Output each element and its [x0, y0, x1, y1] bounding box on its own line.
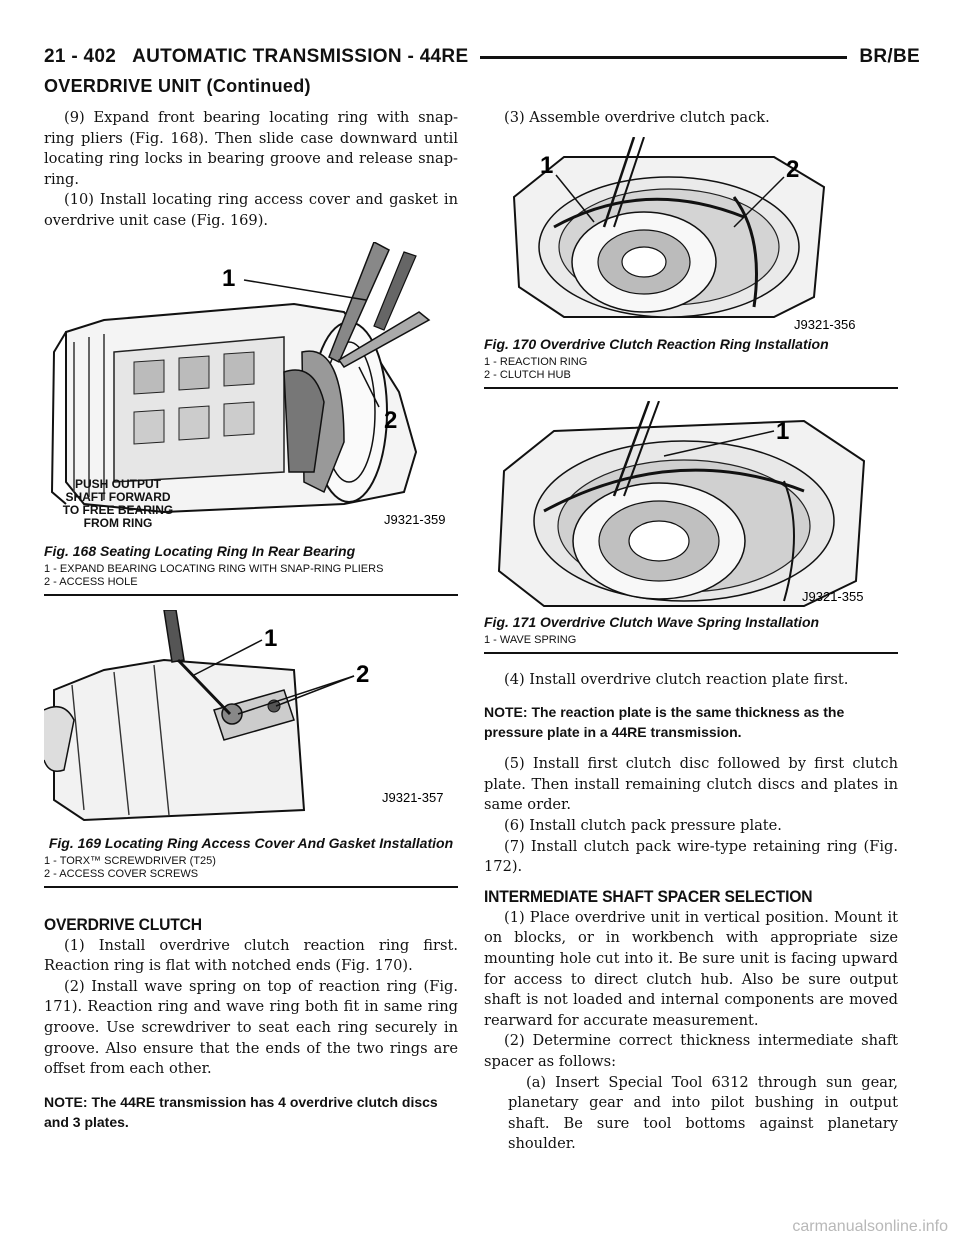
- figure-171: [484, 401, 898, 654]
- section-title: AUTOMATIC TRANSMISSION - 44RE: [132, 46, 469, 67]
- fig-170-callout-1: 1: [540, 151, 554, 179]
- clutch-step-4: (4) Install overdrive clutch reaction plate first.: [504, 670, 849, 688]
- section-continued: OVERDRIVE UNIT (Continued): [44, 76, 311, 96]
- fig-169-illustration: [44, 610, 458, 832]
- note-clutch-discs: NOTE: The 44RE transmission has 4 overdrive clutch discs and 3 plates.: [44, 1093, 438, 1130]
- figure-169: [44, 610, 458, 888]
- fig-170-legend: 1 - REACTION RING 2 - CLUTCH HUB: [484, 355, 588, 381]
- heading-intermediate-shaft: INTERMEDIATE SHAFT SPACER SELECTION: [484, 886, 813, 906]
- model-code: BR/BE: [859, 46, 920, 67]
- fig-168-rule: [44, 594, 458, 596]
- fig-169-caption: Fig. 169 Locating Ring Access Cover And Gasket Installation: [48, 834, 454, 851]
- spacer-step-2: (2) Determine correct thickness intermediate shaft spacer as follows:: [484, 1032, 898, 1070]
- page-header: [44, 42, 920, 72]
- fig-171-callout-1: 1: [776, 417, 790, 445]
- fig-168-callout-2: 2: [384, 406, 398, 434]
- fig-168-callout-1: 1: [222, 264, 236, 292]
- step-9: (9) Expand front bearing locating ring with snap-ring pliers (Fig. 168). Then slide case downward until locating ring locks in bearing groove and release snap-ring.: [44, 109, 458, 188]
- fig-171-caption: Fig. 171 Overdrive Clutch Wave Spring Installation: [484, 613, 820, 630]
- fig-170-caption: Fig. 170 Overdrive Clutch Reaction Ring Installation: [484, 335, 829, 352]
- clutch-step-5: (5) Install first clutch disc followed by first clutch plate. Then install remaining clutch discs and plates in same order.: [484, 755, 898, 814]
- figure-168: [44, 242, 458, 596]
- left-column: [44, 108, 458, 1132]
- clutch-step-1: (1) Install overdrive clutch reaction ring first. Reaction ring is flat with notched ends (Fig. 170).: [44, 936, 458, 975]
- clutch-step-6: (6) Install clutch pack pressure plate.: [504, 816, 782, 834]
- note-reaction-plate: NOTE: The reaction plate is the same thickness as the pressure plate in a 44RE transmission.: [484, 704, 845, 741]
- fig-171-legend: 1 - WAVE SPRING: [484, 633, 577, 646]
- fig-169-rule: [44, 886, 458, 888]
- fig-170-code: J9321-356: [794, 316, 856, 332]
- page-number: 21 - 402: [44, 46, 117, 67]
- fig-168-code: J9321-359: [384, 511, 446, 527]
- clutch-step-7: (7) Install clutch pack wire-type retaining ring (Fig. 172).: [484, 837, 898, 876]
- fig-170-callout-2: 2: [786, 155, 800, 183]
- fig-168-caption: Fig. 168 Seating Locating Ring In Rear Bearing: [44, 542, 356, 559]
- fig-169-callout-2: 2: [356, 660, 370, 688]
- fig-171-illustration: [484, 401, 898, 611]
- right-column: [484, 108, 898, 1155]
- fig-168-label: PUSH OUTPUT SHAFT FORWARD TO FREE BEARING FROM RING: [62, 476, 174, 530]
- spacer-step-1: (1) Place overdrive unit in vertical position. Mount it on blocks, or in workbench with appropriate size mounting hole cut into it. Be sure unit is facing upward for access to direct clutch hub. Also be sure output shaft is not loaded and internal components are moved rearward for accurate measurement.: [484, 908, 898, 1029]
- clutch-step-3: (3) Assemble overdrive clutch pack.: [504, 109, 770, 126]
- fig-170-illustration: [484, 137, 898, 333]
- heading-overdrive-clutch: OVERDRIVE CLUTCH: [44, 914, 202, 934]
- clutch-step-2: (2) Install wave spring on top of reaction ring (Fig. 171). Reaction ring and wave ring both fit in same ring groove. Use screwdriver to seat each ring securely in groove. Also ensure that the ends of the two rings are offset from each other.: [44, 977, 458, 1078]
- header-rule: [480, 56, 847, 59]
- step-10: (10) Install locating ring access cover and gasket in overdrive unit case (Fig. 169).: [44, 191, 458, 229]
- spacer-step-2a: (a) Insert Special Tool 6312 through sun gear, planetary gear and into pilot bushing in output shaft. Be sure tool bottoms against planetary shoulder.: [508, 1073, 898, 1153]
- fig-170-rule: [484, 387, 898, 389]
- watermark: carmanualsonline.info: [792, 1218, 948, 1235]
- fig-169-legend: 1 - TORX™ SCREWDRIVER (T25) 2 - ACCESS COVER SCREWS: [44, 854, 216, 880]
- fig-171-rule: [484, 652, 898, 654]
- fig-171-code: J9321-355: [802, 588, 864, 604]
- fig-169-code: J9321-357: [382, 789, 444, 805]
- fig-169-callout-1: 1: [264, 624, 278, 652]
- fig-168-legend: 1 - EXPAND BEARING LOCATING RING WITH SNAP-RING PLIERS 2 - ACCESS HOLE: [44, 562, 384, 588]
- figure-170: [484, 137, 898, 389]
